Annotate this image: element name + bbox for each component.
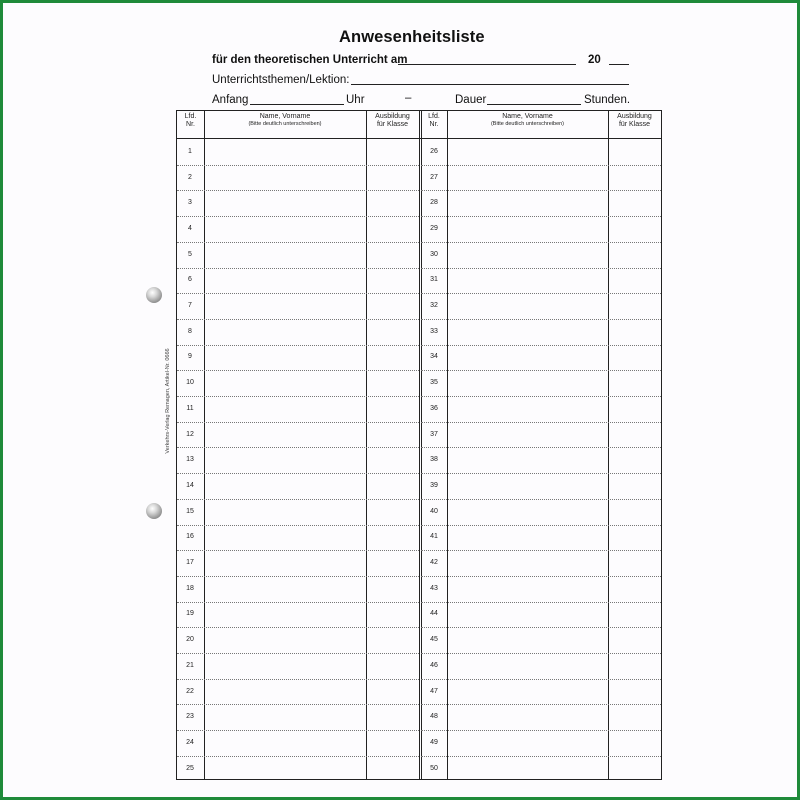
row-number: 41 xyxy=(430,533,438,541)
row-separator xyxy=(177,756,419,757)
row-separator xyxy=(421,473,661,474)
row-separator xyxy=(177,730,419,731)
row-separator xyxy=(421,576,661,577)
row-number: 13 xyxy=(186,456,194,464)
header-name-left xyxy=(204,113,366,128)
header-nr: Nr. xyxy=(186,120,195,128)
binder-hole-top xyxy=(146,287,162,303)
row-separator xyxy=(421,268,661,269)
year-blank xyxy=(609,64,629,65)
row-number: 38 xyxy=(430,456,438,464)
row-number: 19 xyxy=(186,610,194,618)
row-separator xyxy=(177,216,419,217)
row-separator xyxy=(421,653,661,654)
row-number: 15 xyxy=(186,507,194,515)
row-separator xyxy=(177,370,419,371)
row-number: 18 xyxy=(186,584,194,592)
row-number: 26 xyxy=(430,147,438,155)
header-ausbildung: Ausbildung xyxy=(617,113,652,120)
row-separator xyxy=(177,447,419,448)
dash-label: – xyxy=(405,92,412,104)
row-number: 46 xyxy=(430,661,438,669)
row-number: 7 xyxy=(188,302,192,310)
row-number: 16 xyxy=(186,533,194,541)
publisher-side-text: Verkehrs-Verlag Remagen, Artikel-Nr. 0666 xyxy=(165,348,171,454)
header-name-hint: (Bitte deutlich unterschreiben) xyxy=(490,120,565,127)
row-separator xyxy=(177,293,419,294)
page-title: Anwesenheitsliste xyxy=(339,28,485,46)
row-separator xyxy=(421,319,661,320)
row-separator xyxy=(177,319,419,320)
row-number: 37 xyxy=(430,430,438,438)
row-number: 31 xyxy=(430,276,438,284)
row-number: 47 xyxy=(430,687,438,695)
row-number: 48 xyxy=(430,713,438,721)
row-number: 40 xyxy=(430,507,438,515)
row-separator xyxy=(177,499,419,500)
row-separator xyxy=(177,396,419,397)
col-divider xyxy=(419,111,420,779)
row-separator xyxy=(177,602,419,603)
row-separator xyxy=(177,473,419,474)
duration-label: Dauer xyxy=(455,94,487,106)
year-label: 20 xyxy=(588,54,601,66)
header-klasse: für Klasse xyxy=(376,120,409,128)
topics-label: Unterrichtsthemen/Lektion: xyxy=(212,74,350,86)
row-separator xyxy=(421,422,661,423)
row-number: 45 xyxy=(430,636,438,644)
row-separator xyxy=(421,756,661,757)
row-separator xyxy=(421,627,661,628)
row-separator xyxy=(421,165,661,166)
row-separator xyxy=(177,653,419,654)
row-number: 21 xyxy=(186,661,194,669)
row-separator xyxy=(421,679,661,680)
row-separator xyxy=(421,190,661,191)
row-number: 24 xyxy=(186,738,194,746)
row-separator xyxy=(177,242,419,243)
header-ausbildung: Ausbildung xyxy=(375,113,410,120)
row-number: 20 xyxy=(186,636,194,644)
header-ausbildung-right xyxy=(608,113,661,128)
header-lfd: Lfd. xyxy=(428,113,440,120)
row-separator xyxy=(177,576,419,577)
start-blank xyxy=(250,104,344,105)
row-separator xyxy=(177,704,419,705)
row-separator xyxy=(421,345,661,346)
hours-label: Stunden. xyxy=(584,94,631,106)
row-number: 17 xyxy=(186,559,194,567)
header-lfd-nr-right xyxy=(421,113,447,128)
binder-hole-bottom xyxy=(146,503,162,519)
row-number: 1 xyxy=(188,147,192,155)
row-separator xyxy=(177,345,419,346)
row-number: 11 xyxy=(186,404,194,412)
header-name-right xyxy=(447,113,608,128)
row-separator xyxy=(177,550,419,551)
header-lfd: Lfd. xyxy=(184,113,197,120)
row-number: 10 xyxy=(186,379,194,387)
date-blank xyxy=(398,64,576,65)
row-separator xyxy=(177,525,419,526)
header-separator xyxy=(177,138,661,139)
header-name-label: Name, Vorname xyxy=(259,113,311,120)
header-name-hint: (Bitte deutlich unterschreiben) xyxy=(248,120,322,127)
row-separator xyxy=(421,602,661,603)
row-number: 32 xyxy=(430,302,438,310)
header-ausbildung-left xyxy=(366,113,419,128)
row-number: 49 xyxy=(430,738,438,746)
row-number: 39 xyxy=(430,481,438,489)
row-separator xyxy=(421,704,661,705)
row-separator xyxy=(177,165,419,166)
row-number: 6 xyxy=(188,276,192,284)
row-number: 44 xyxy=(430,610,438,618)
row-number: 5 xyxy=(188,250,192,258)
header-lfd-nr-left xyxy=(177,113,204,128)
row-number: 28 xyxy=(430,199,438,207)
uhr-label: Uhr xyxy=(346,94,365,106)
row-number: 23 xyxy=(186,713,194,721)
duration-blank xyxy=(487,104,581,105)
attendance-table xyxy=(176,110,662,780)
row-number: 42 xyxy=(430,559,438,567)
row-number: 36 xyxy=(430,404,438,412)
header-nr: Nr. xyxy=(429,120,439,128)
row-number: 43 xyxy=(430,584,438,592)
row-separator xyxy=(421,396,661,397)
row-number: 27 xyxy=(430,173,438,181)
row-separator xyxy=(421,242,661,243)
row-number: 33 xyxy=(430,327,438,335)
date-line-label: für den theoretischen Unterricht am xyxy=(212,54,408,66)
topics-blank xyxy=(351,84,629,85)
row-number: 50 xyxy=(430,764,438,772)
row-number: 34 xyxy=(430,353,438,361)
header-name-label: Name, Vorname xyxy=(502,113,553,120)
row-separator xyxy=(421,447,661,448)
row-number: 8 xyxy=(188,327,192,335)
row-number: 25 xyxy=(186,764,194,772)
row-separator xyxy=(421,293,661,294)
row-separator xyxy=(421,370,661,371)
row-number: 3 xyxy=(188,199,192,207)
row-separator xyxy=(177,422,419,423)
row-separator xyxy=(421,730,661,731)
row-separator xyxy=(177,268,419,269)
row-separator xyxy=(421,216,661,217)
row-separator xyxy=(421,550,661,551)
row-number: 2 xyxy=(188,173,192,181)
row-number: 29 xyxy=(430,224,438,232)
row-separator xyxy=(421,499,661,500)
row-separator xyxy=(421,525,661,526)
row-number: 30 xyxy=(430,250,438,258)
row-number: 4 xyxy=(188,224,192,232)
row-separator xyxy=(177,627,419,628)
row-separator xyxy=(177,679,419,680)
row-number: 35 xyxy=(430,379,438,387)
row-number: 22 xyxy=(186,687,194,695)
row-number: 12 xyxy=(186,430,194,438)
start-label: Anfang xyxy=(212,94,249,106)
row-number: 9 xyxy=(188,353,192,361)
row-number: 14 xyxy=(186,481,194,489)
header-klasse: für Klasse xyxy=(618,120,651,128)
row-separator xyxy=(177,190,419,191)
